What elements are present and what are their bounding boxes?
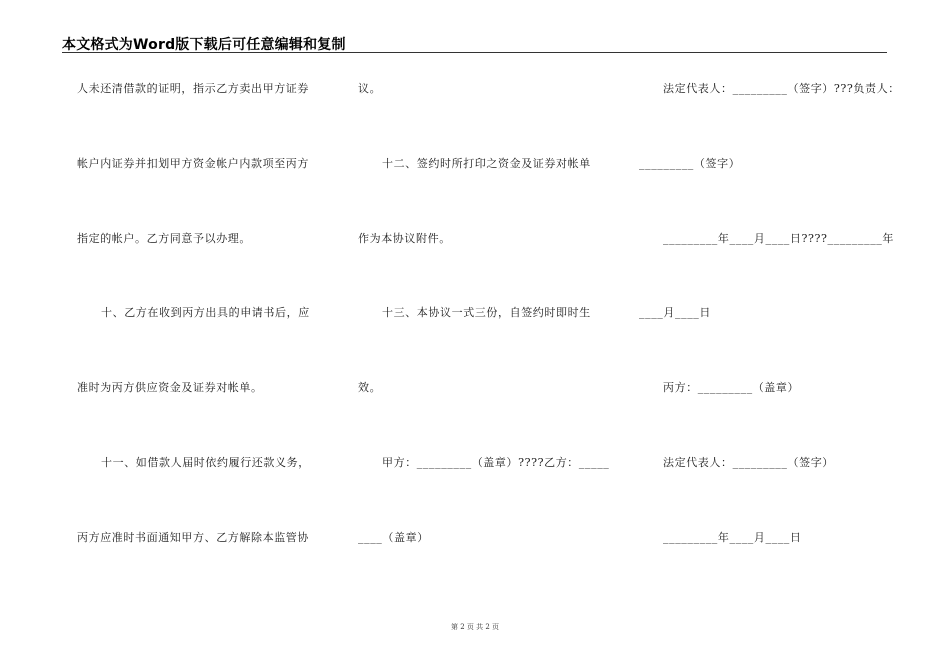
right-line-7: _________年____月____日 <box>663 531 802 544</box>
middle-line-3: 作为本协议附件。 <box>358 232 451 245</box>
left-line-2: 帐户内证券并扣划甲方资金帐户内款项至丙方 <box>77 157 309 170</box>
right-line-2: _________（签字） <box>639 157 741 170</box>
left-line-4: 十、乙方在收到丙方出具的申请书后，应 <box>101 306 310 319</box>
page-footer: 第 2 页 共 2 页 <box>450 623 500 631</box>
right-line-4: ____月____日 <box>639 306 711 319</box>
middle-line-2: 十二、签约时所打印之资金及证券对帐单 <box>382 157 591 170</box>
left-line-1: 人未还清借款的证明，指示乙方卖出甲方证券 <box>77 82 309 95</box>
right-line-6: 法定代表人：_________（签字） <box>663 456 834 469</box>
middle-line-4: 十三、本协议一式三份，自签约时即时生 <box>382 306 591 319</box>
left-line-5: 准时为丙方供应资金及证券对帐单。 <box>77 381 263 394</box>
middle-line-6: 甲方：_________（盖章）????乙方：_____ <box>382 456 610 469</box>
header-rule <box>62 52 887 53</box>
middle-line-1: 议。 <box>358 82 382 95</box>
middle-line-7: ____（盖章） <box>358 531 429 544</box>
left-line-3: 指定的帐户。乙方同意予以办理。 <box>77 232 251 245</box>
right-line-5: 丙方：_________（盖章） <box>663 381 800 394</box>
right-line-3: _________年____月____日????_________年 <box>663 232 894 245</box>
left-line-7: 丙方应准时书面通知甲方、乙方解除本监管协 <box>77 531 309 544</box>
left-line-6: 十一、如借款人届时依约履行还款义务， <box>101 456 310 469</box>
page-header-title: 本文格式为Word版下载后可任意编辑和复制 <box>62 37 346 53</box>
right-line-1: 法定代表人：_________（签字）???负责人： <box>663 82 900 95</box>
middle-line-5: 效。 <box>358 381 382 394</box>
